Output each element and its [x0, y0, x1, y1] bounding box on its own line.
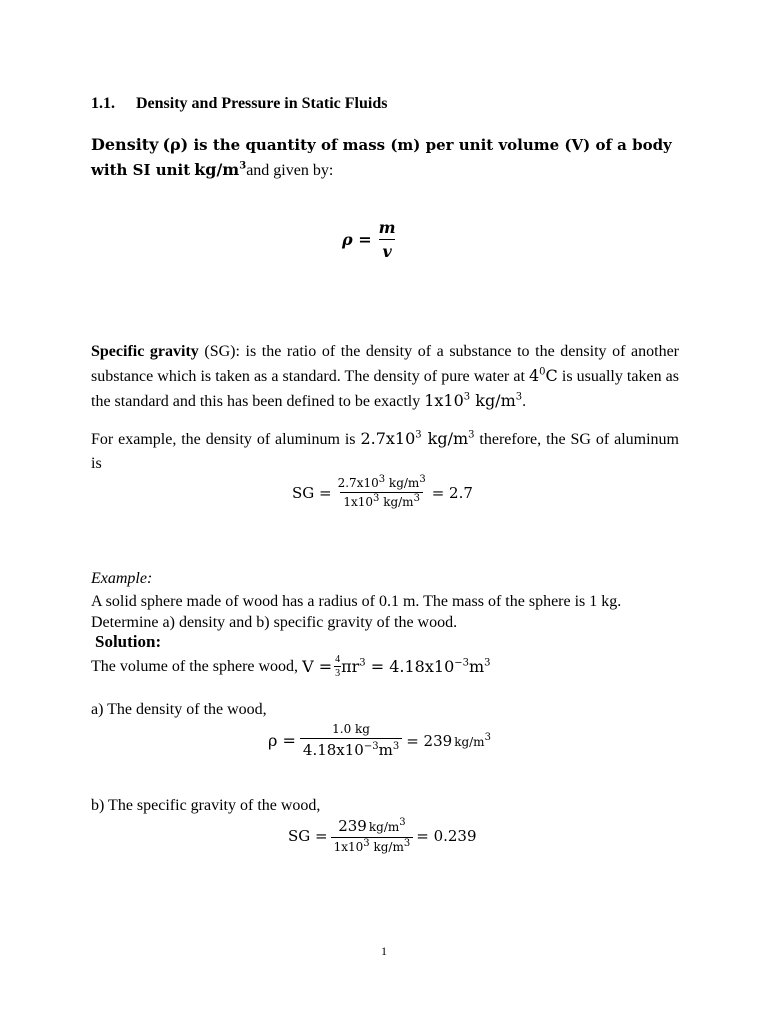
page-number: 1 — [381, 944, 387, 958]
part-a-numerator: 1.0 kg — [332, 722, 370, 736]
part-b-equation — [288, 817, 477, 854]
aluminum-paragraph: For example, the density of aluminum is $2.7x10^3$ $kg/m^3$ therefore, the SG of aluminum is — [91, 429, 679, 472]
aluminum-sg-result: = 2.7 — [431, 483, 473, 502]
part-a-fraction — [300, 722, 402, 759]
example-label: Example: — [91, 570, 153, 587]
volume-fraction: $\frac{4}{3}$ — [335, 654, 341, 679]
section-heading — [91, 95, 387, 113]
solution-label: Solution: — [95, 632, 162, 651]
section-title: Density and Pressure in Static Fluids — [136, 95, 388, 112]
part-a-result: = 239 $kg/m^3$ — [406, 731, 491, 750]
density-term: Density — [91, 135, 159, 154]
density-symbol: (ρ) — [162, 135, 189, 154]
aluminum-sg-lhs: SG = — [292, 483, 332, 502]
part-b-fraction — [331, 817, 414, 854]
part-b-label: b) The specific gravity of the wood, — [91, 797, 321, 814]
part-a-equation — [268, 722, 491, 759]
specific-gravity-paragraph: Specific gravity (SG): is the ratio of the density of a substance to the density of another substance which is taken as a standard. The density of pure water at $4^0C$ is usually taken as the standard and this has been defined to be exactly $1x10^3$ $kg/m^3$. — [91, 343, 679, 410]
example-problem: A solid sphere made of wood has a radius of 0.1 m. The mass of the sphere is 1 kg. Determine a) density and b) specific gravity of the wood. — [91, 593, 622, 631]
part-a-label: a) The density of the wood, — [91, 701, 267, 718]
aluminum-density: $2.7x10^3$ $kg/m^3$ — [360, 429, 475, 448]
density-eq-lhs: ρ = — [342, 230, 372, 249]
part-b-numerator: 239 $kg/m^3$ — [338, 817, 406, 835]
density-unit: $kg/m^3$ — [194, 160, 247, 179]
specific-gravity-term: Specific gravity — [91, 343, 199, 360]
density-eq-numerator: m — [378, 218, 396, 237]
aluminum-sg-numerator: $2.7x10^3$ $kg/m^3$ — [337, 474, 426, 490]
density-eq-fraction — [376, 218, 399, 261]
density-definition: is the quantity of mass (m) per unit volume (V) of a body with SI unit — [91, 136, 672, 179]
density-equation — [342, 218, 399, 261]
density-eq-denominator: v — [379, 239, 394, 261]
volume-lhs: V = — [302, 657, 333, 676]
aluminum-sg-denominator: $1x10^3$ $kg/m^3$ — [340, 492, 423, 509]
water-temperature: $4^0C$ — [528, 366, 558, 385]
part-a-lhs: ρ = — [268, 731, 296, 750]
standard-density: $1x10^3$ $kg/m^3$ — [424, 391, 523, 410]
aluminum-sg-fraction — [335, 476, 429, 509]
section-number: 1.1. — [91, 95, 115, 112]
part-b-result: = 0.239 — [416, 826, 477, 845]
density-paragraph — [91, 133, 679, 183]
volume-rhs: $\pi r^3 = 4.18x10^{-3}m^3$ — [341, 657, 491, 676]
part-b-denominator: $1x10^3$ $kg/m^3$ — [331, 837, 414, 854]
volume-pre: The volume of the sphere wood, — [91, 657, 299, 675]
part-a-denominator: $4.18x10^{-3}m^3$ — [300, 738, 402, 759]
part-b-lhs: SG = — [288, 826, 328, 845]
density-tail: and given by: — [246, 162, 334, 179]
aluminum-sg-equation — [292, 476, 473, 509]
volume-line — [91, 654, 491, 679]
